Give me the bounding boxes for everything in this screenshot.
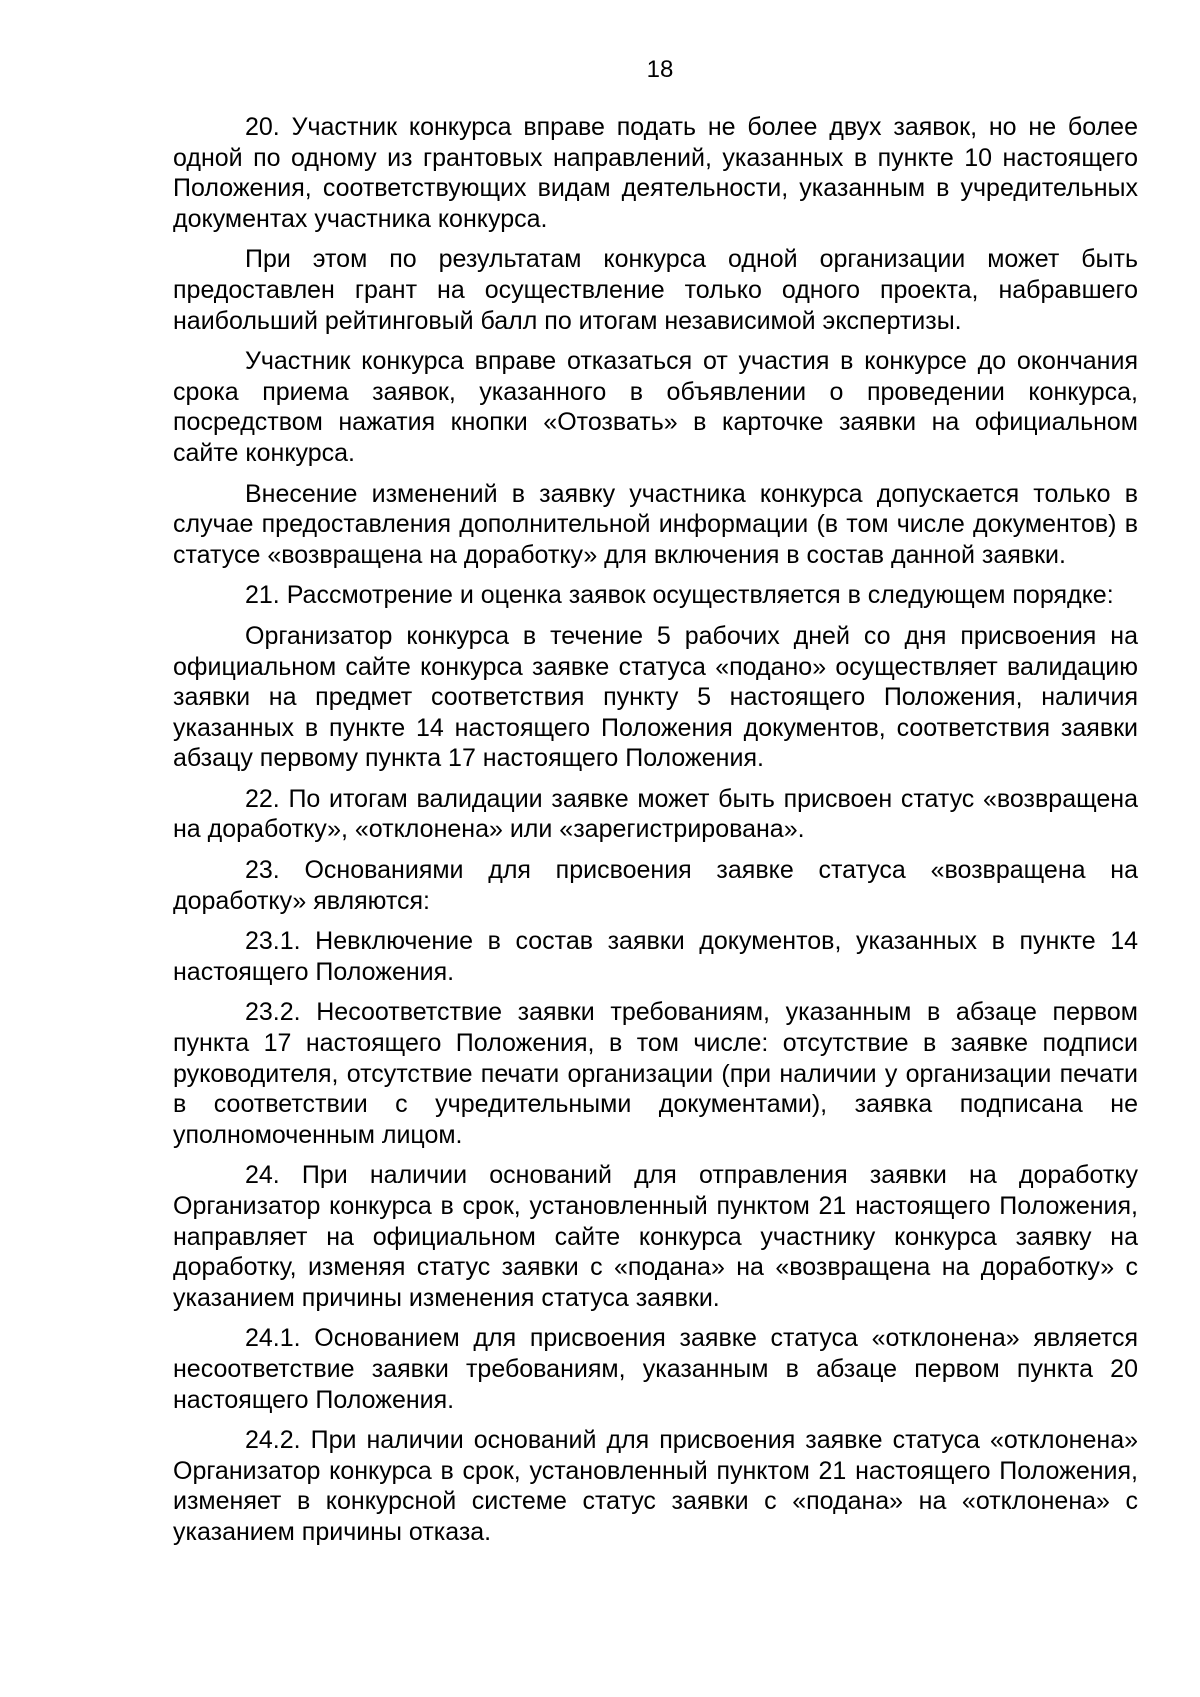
paragraph-23: 23. Основаниями для присвоения заявке статуса «возвращена на доработку» являются: [173,856,1138,915]
paragraph-24-2: 24.2. При наличии оснований для присвоения заявке статуса «отклонена» Организатор конкурса в срок, установленный пунктом 21 настоящего Положения, изменяет в конкурсной системе статус заявки с «подана» на «отклонена» с указанием причины отказа. [173,1426,1138,1546]
paragraph-20: 20. Участник конкурса вправе подать не более двух заявок, но не более одной по одному из грантовых направлений, указанных в пункте 10 настоящего Положения, соответствующих видам деятельности, указанным в учредительных документах участника конкурса. [173,113,1138,233]
paragraph-24: 24. При наличии оснований для отправления заявки на доработку Организатор конкурса в срок, установленный пунктом 21 настоящего Положения, направляет на официальном сайте конкурса участнику конкурса заявку на доработку, изменяя статус заявки с «подана» на «возвращена на доработку» с указанием причины изменения статуса заявки. [173,1161,1138,1312]
paragraph-23-2: 23.2. Несоответствие заявки требованиям, указанным в абзаце первом пункта 17 настоящего Положения, в том числе: отсутствие в заявке подписи руководителя, отсутствие печати организации (при наличии у организации печати в соответствии с учредительными документами), заявка подписана не уполномоченным лицом. [173,998,1138,1149]
paragraph-22: 22. По итогам валидации заявке может быть присвоен статус «возвращена на доработку», «отклонена» или «зарегистрирована». [173,784,1138,844]
paragraph-20-withdrawal: Участник конкурса вправе отказаться от участия в конкурсе до окончания срока приема заявок, указанного в объявлении о проведении конкурса, посредством нажатия кнопки «Отозвать» в карточке заявки на официальном сайте конкурса. [173,347,1138,467]
document-body [173,112,1138,1558]
paragraph-21: 21. Рассмотрение и оценка заявок осуществляется в следующем порядке: [245,581,1114,610]
paragraph-24-1: 24.1. Основанием для присвоения заявке статуса «отклонена» является несоответствие заявки требованиям, указанным в абзаце первом пункта 20 настоящего Положения. [173,1324,1138,1414]
paragraph-20-changes: Внесение изменений в заявку участника конкурса допускается только в случае предоставления дополнительной информации (в том числе документов) в статусе «возвращена на доработку» для включения в состав данной заявки. [173,479,1138,569]
paragraph-20-grant-limit: При этом по результатам конкурса одной организации может быть предоставлен грант на осуществление только одного проекта, набравшего наибольший рейтинговый балл по итогам независимой экспертизы. [173,245,1138,335]
paragraph-23-1: 23.1. Невключение в состав заявки документов, указанных в пункте 14 настоящего Положения. [173,927,1138,986]
paragraph-21-validation: Организатор конкурса в течение 5 рабочих дней со дня присвоения на официальном сайте конкурса заявке статуса «подано» осуществляет валидацию заявки на предмет соответствия пункту 5 настоящего Положения, наличия указанных в пункте 14 настоящего Положения документов, соответствия заявки абзацу первому пункта 17 настоящего Положения. [173,621,1138,773]
page-number: 18 [646,56,674,83]
